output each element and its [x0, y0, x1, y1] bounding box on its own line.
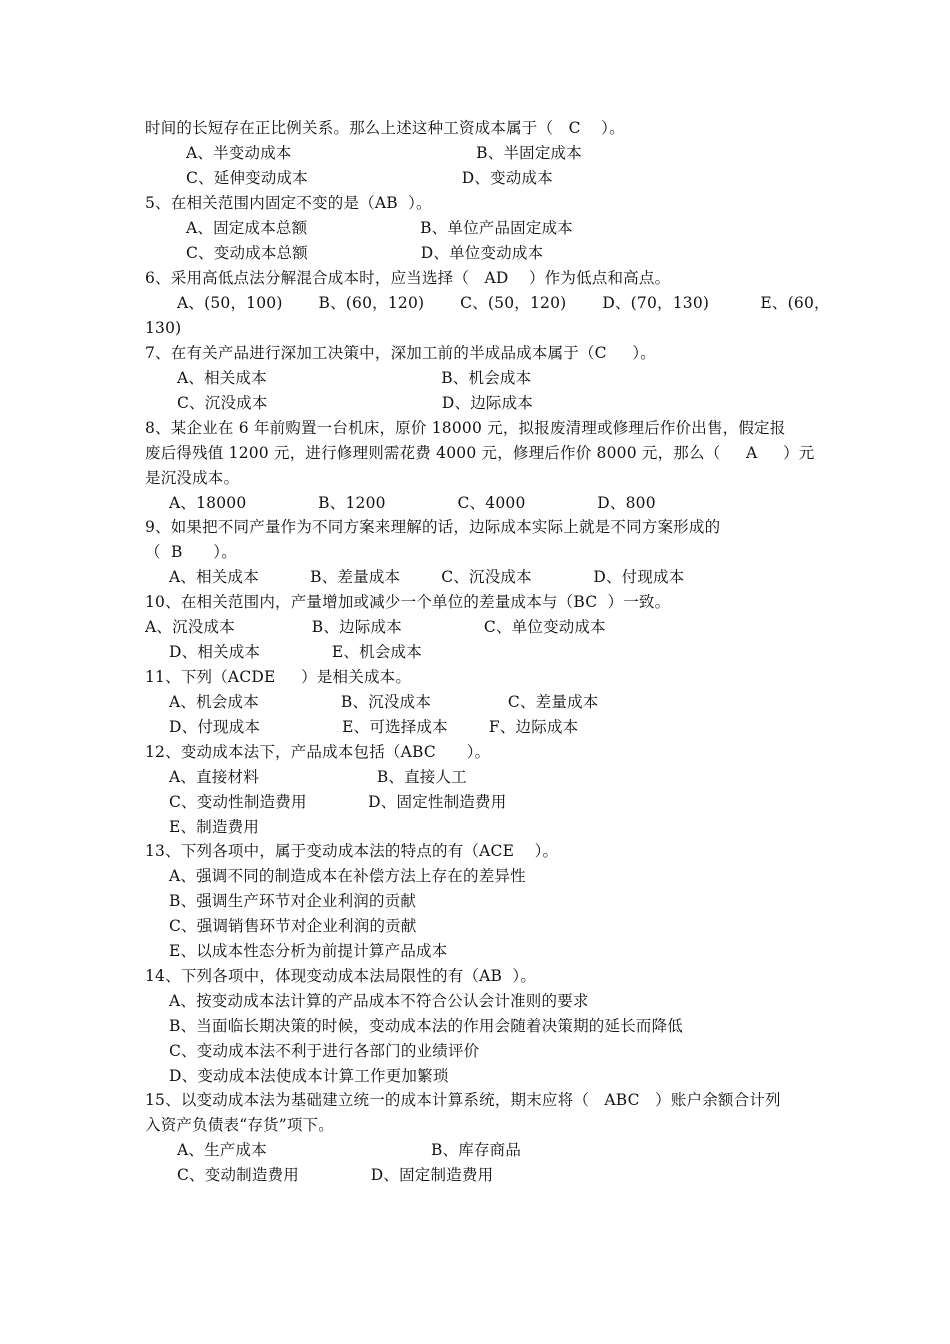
option-line: A、(50，100) B、(60，120) C、(50，120) D、(70，130) E、(60，	[177, 294, 830, 312]
question-line: 废后得残值 1200 元，进行修理则需花费 4000 元，修理后作价 8000 元，那么（ A ）元	[145, 444, 815, 462]
option-line: A、半变动成本 B、半固定成本	[186, 144, 582, 162]
option-line: D、相关成本 E、机会成本	[169, 643, 422, 661]
question-line: 5、在相关范围内固定不变的是（AB ）。	[145, 194, 432, 212]
text-line: 时间的长短存在正比例关系。那么上述这种工资成本属于（ C ）。	[145, 119, 625, 137]
option-line: A、固定成本总额 B、单位产品固定成本	[186, 219, 573, 237]
option-line: C、变动成本总额 D、单位变动成本	[186, 244, 544, 262]
question-line: 10、在相关范围内，产量增加或减少一个单位的差量成本与（BC ）一致。	[145, 593, 671, 611]
option-line: E、以成本性态分析为前提计算产品成本	[169, 942, 448, 960]
option-line: C、变动成本法不利于进行各部门的业绩评价	[169, 1042, 480, 1060]
option-line: C、变动制造费用 D、固定制造费用	[177, 1166, 494, 1184]
question-line: 11、下列（ACDE ）是相关成本。	[145, 668, 412, 686]
option-line: C、延伸变动成本 D、变动成本	[186, 169, 553, 187]
question-line: 入资产负债表“存货”项下。	[145, 1116, 334, 1134]
option-line: D、付现成本 E、可选择成本 F、边际成本	[169, 718, 579, 736]
option-line: A、直接材料 B、直接人工	[169, 768, 467, 786]
option-line: A、18000 B、1200 C、4000 D、800	[169, 494, 656, 512]
option-line: A、生产成本 B、库存商品	[177, 1141, 522, 1159]
option-line: A、按变动成本法计算的产品成本不符合公认会计准则的要求	[169, 992, 589, 1010]
question-line: 9、如果把不同产量作为不同方案来理解的话，边际成本实际上就是不同方案形成的	[145, 518, 721, 536]
option-line: C、变动性制造费用 D、固定性制造费用	[169, 793, 507, 811]
option-line: C、强调销售环节对企业利润的贡献	[169, 917, 417, 935]
option-line: A、机会成本 B、沉没成本 C、差量成本	[169, 693, 599, 711]
option-line: A、相关成本 B、机会成本	[177, 369, 532, 387]
question-line: （ B ）。	[145, 543, 237, 561]
question-line: 14、下列各项中，体现变动成本法局限性的有（AB ）。	[145, 967, 537, 985]
option-line: A、强调不同的制造成本在补偿方法上存在的差异性	[169, 867, 526, 885]
question-line: 是沉没成本。	[145, 469, 240, 487]
option-line: E、制造费用	[169, 818, 260, 836]
option-line: A、相关成本 B、差量成本 C、沉没成本 D、付现成本	[169, 568, 685, 586]
option-line: C、沉没成本 D、边际成本	[177, 394, 534, 412]
question-line: 15、以变动成本法为基础建立统一的成本计算系统，期末应将（ ABC ）账户余额合计列	[145, 1091, 781, 1109]
question-line: 6、采用高低点法分解混合成本时，应当选择（ AD ）作为低点和高点。	[145, 269, 671, 287]
option-line: B、当面临长期决策的时候，变动成本法的作用会随着决策期的延长而降低	[169, 1017, 683, 1035]
question-line: 13、下列各项中，属于变动成本法的特点的有（ACE ）。	[145, 842, 559, 860]
question-line: 7、在有关产品进行深加工决策中，深加工前的半成品成本属于（C ）。	[145, 344, 657, 362]
option-line: A、沉没成本 B、边际成本 C、单位变动成本	[145, 618, 606, 636]
option-line: D、变动成本法使成本计算工作更加繁琐	[169, 1067, 449, 1085]
option-line: 130)	[145, 319, 182, 337]
option-line: B、强调生产环节对企业利润的贡献	[169, 892, 417, 910]
question-line: 12、变动成本法下，产品成本包括（ABC ）。	[145, 743, 491, 761]
question-line: 8、某企业在 6 年前购置一台机床，原价 18000 元，拟报废清理或修理后作价出售，假定报	[145, 419, 786, 437]
